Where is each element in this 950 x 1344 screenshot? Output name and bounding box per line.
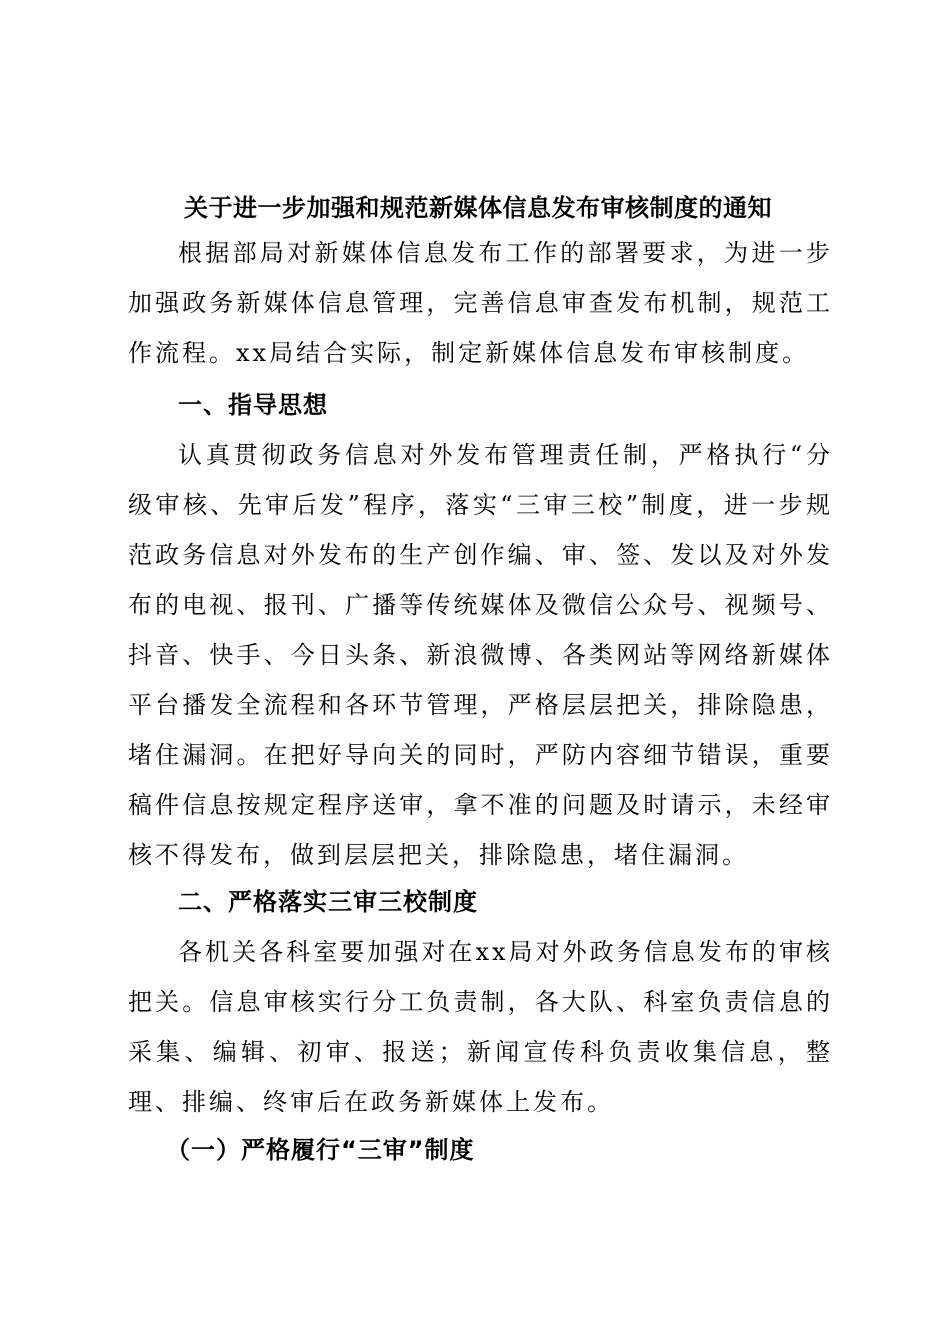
section-heading-three-reviews: 二、严格落实三审三校制度 bbox=[178, 888, 478, 916]
section-body-three-reviews: 各机关各科室要加强对在xx局对外政务信息发布的审核把关。信息审核实行分工负责制，各大队、科室负责信息的采集、编辑、初审、报送；新闻宣传科负责收集信息，整理、排编、终审后在政务新媒体上发布。 bbox=[128, 938, 833, 1116]
section-body-guiding-ideology: 认真贯彻政务信息对外发布管理责任制，严格执行“分级审核、先审后发”程序，落实“三审三校”制度，进一步规范政务信息对外发布的生产创作编、审、签、发以及对外发布的电视、报刊、广播等传统媒体及微信公众号、视频号、抖音、快手、今日头条、新浪微博、各类网站等网络新媒体平台播发全流程和各环节管理，严格层层把关，排除隐患，堵住漏洞。在把好导向关的同时，严防内容细节错误，重要稿件信息按规定程序送审，拿不准的问题及时请示，未经审核不得发布，做到层层把关，排除隐患，堵住漏洞。 bbox=[128, 441, 833, 869]
section-heading-guiding-ideology: 一、指导思想 bbox=[178, 391, 328, 419]
subsection-heading-three-reviews: （一）严格履行“三审”制度 bbox=[166, 1136, 475, 1164]
intro-paragraph: 根据部局对新媒体信息发布工作的部署要求，为进一步加强政务新媒体信息管理，完善信息审查发布机制，规范工作流程。xx局结合实际，制定新媒体信息发布审核制度。 bbox=[128, 239, 833, 367]
document-title: 关于进一步加强和规范新媒体信息发布审核制度的通知 bbox=[184, 194, 772, 222]
